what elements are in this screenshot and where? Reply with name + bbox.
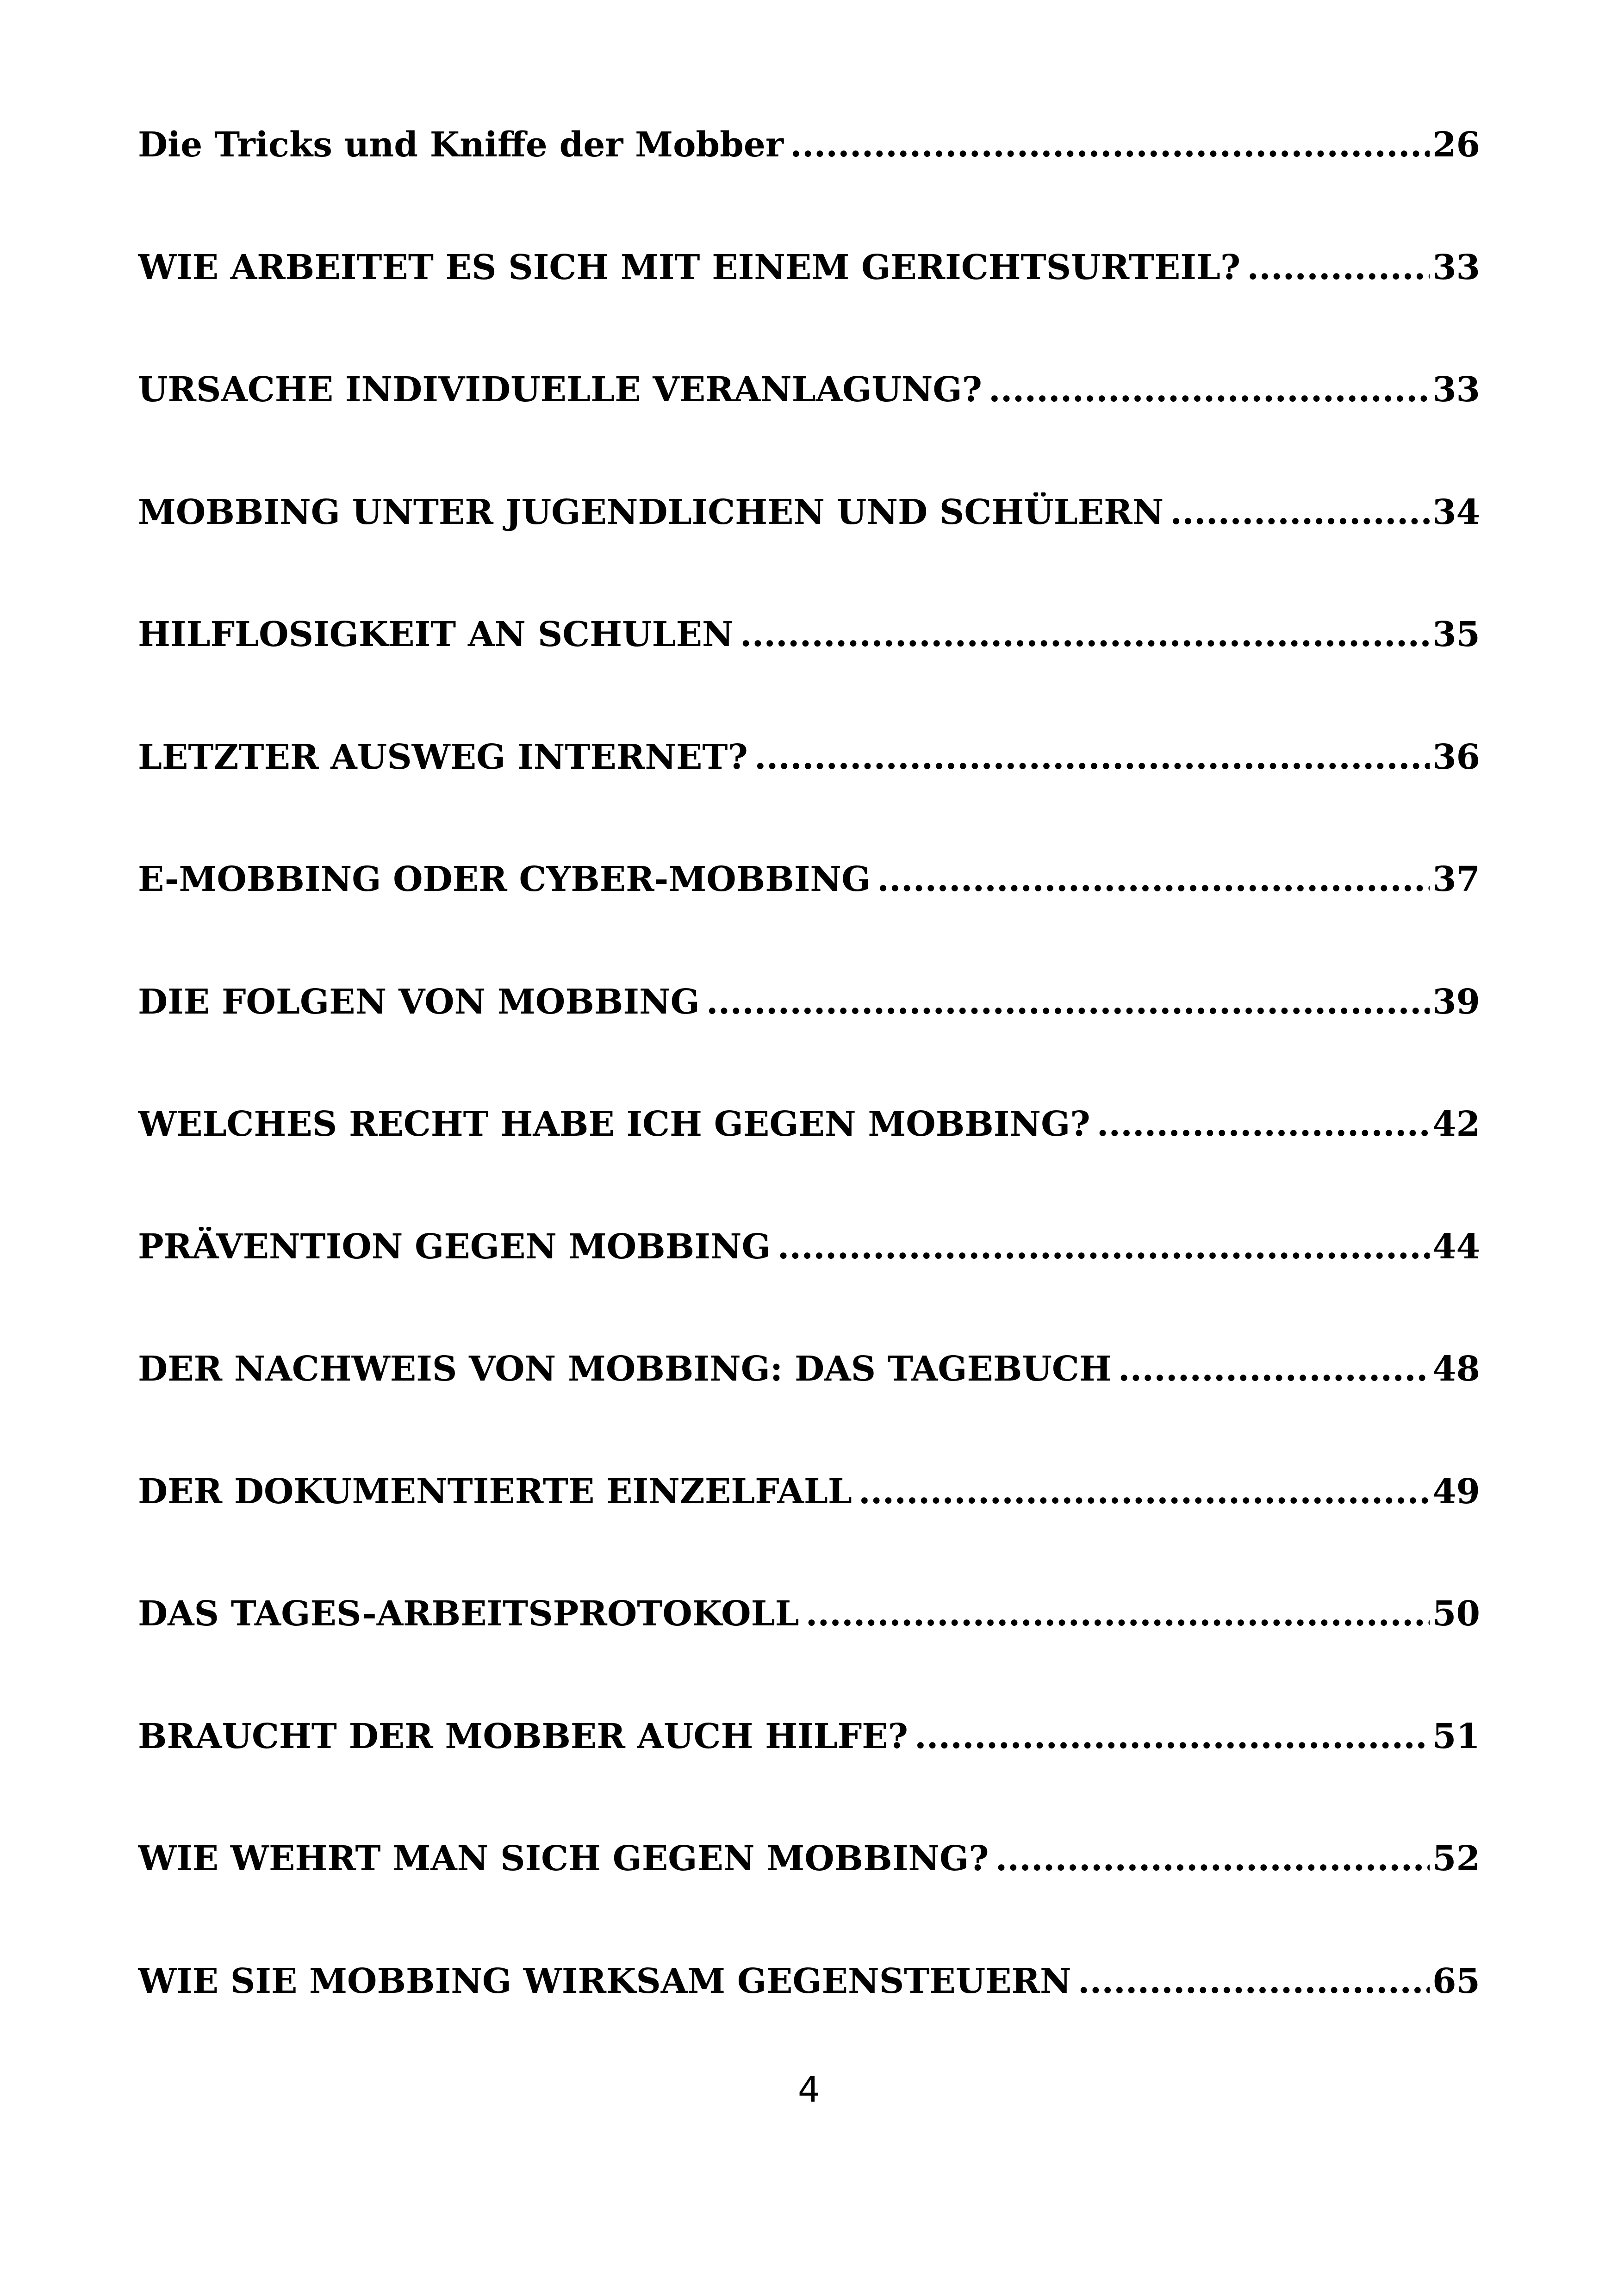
toc-entry-title: URSACHE INDIVIDUELLE VERANLAGUNG?	[138, 370, 983, 410]
toc-entry-title: WIE WEHRT MAN SICH GEGEN MOBBING?	[138, 1839, 989, 1879]
toc-entry	[138, 125, 1480, 248]
toc-entry-page: 33	[1432, 370, 1480, 410]
toc-entry	[138, 982, 1480, 1105]
toc-entry-page: 26	[1432, 125, 1480, 165]
toc-leader-dots	[859, 1472, 1430, 1512]
toc-entry-page: 48	[1432, 1349, 1480, 1389]
toc-entry-page: 36	[1432, 737, 1480, 777]
toc-leader-dots	[1170, 492, 1430, 532]
toc-leader-dots	[778, 1227, 1430, 1267]
toc-entry-title: WIE SIE MOBBING WIRKSAM GEGENSTEUERN	[138, 1961, 1071, 2001]
toc-entry-page: 34	[1432, 492, 1480, 532]
toc-entry	[138, 370, 1480, 492]
toc-entry-page: 37	[1432, 859, 1480, 899]
toc-entry	[138, 1349, 1480, 1472]
toc-leader-dots	[1078, 1961, 1430, 2001]
toc-entry-page: 42	[1432, 1104, 1480, 1144]
toc-entry-page: 35	[1432, 615, 1480, 654]
toc-entry-title: BRAUCHT DER MOBBER AUCH HILFE?	[138, 1716, 908, 1756]
toc-leader-dots	[877, 859, 1430, 899]
toc-leader-dots	[1118, 1349, 1430, 1389]
toc-entry-title: DAS TAGES-ARBEITSPROTOKOLL	[138, 1594, 799, 1634]
toc-entry-title: PRÄVENTION GEGEN MOBBING	[138, 1226, 771, 1267]
toc-entry-page: 50	[1432, 1594, 1480, 1634]
toc-entry-title: DER DOKUMENTIERTE EINZELFALL	[138, 1471, 852, 1512]
toc-entry	[138, 615, 1480, 737]
toc-leader-dots	[1097, 1104, 1430, 1144]
toc-entry-page: 39	[1432, 982, 1480, 1022]
toc-leader-dots	[790, 125, 1430, 165]
toc-leader-dots	[706, 982, 1430, 1022]
toc-entry-title: E-MOBBING ODER CYBER-MOBBING	[138, 859, 871, 899]
page-number: 4	[797, 2069, 821, 2110]
toc-entry	[138, 737, 1480, 860]
toc-leader-dots	[806, 1594, 1430, 1634]
toc-leader-dots	[989, 370, 1430, 410]
toc-entry	[138, 1717, 1480, 1839]
toc-entry-title: DIE FOLGEN VON MOBBING	[138, 982, 700, 1022]
toc-entry-title: WIE ARBEITET ES SICH MIT EINEM GERICHTSURTEIL?	[138, 247, 1241, 287]
toc-entry	[138, 1227, 1480, 1350]
toc-entry-title: HILFLOSIGKEIT AN SCHULEN	[138, 615, 734, 654]
toc-entry	[138, 1104, 1480, 1227]
table-of-contents	[138, 125, 1480, 2084]
toc-entry-title: MOBBING UNTER JUGENDLICHEN UND SCHÜLERN	[138, 492, 1164, 532]
toc-entry	[138, 248, 1480, 370]
toc-entry	[138, 1961, 1480, 2084]
toc-entry-title: LETZTER AUSWEG INTERNET?	[138, 737, 748, 777]
toc-leader-dots	[1247, 248, 1430, 287]
toc-entry-title: Die Tricks und Kniffe der Mobber	[138, 125, 784, 165]
toc-entry-page: 51	[1432, 1716, 1480, 1756]
toc-entry-page: 44	[1432, 1226, 1480, 1267]
toc-entry	[138, 1472, 1480, 1594]
toc-entry-title: DER NACHWEIS VON MOBBING: DAS TAGEBUCH	[138, 1349, 1112, 1389]
toc-entry	[138, 492, 1480, 615]
toc-entry-page: 52	[1432, 1839, 1480, 1879]
toc-leader-dots	[740, 615, 1430, 654]
toc-entry-page: 65	[1432, 1961, 1480, 2001]
toc-entry	[138, 1594, 1480, 1717]
toc-entry	[138, 859, 1480, 982]
toc-leader-dots	[754, 737, 1430, 777]
toc-entry-title: WELCHES RECHT HABE ICH GEGEN MOBBING?	[138, 1104, 1090, 1144]
toc-entry-page: 49	[1432, 1471, 1480, 1512]
toc-entry-page: 33	[1432, 247, 1480, 287]
toc-leader-dots	[915, 1717, 1430, 1756]
toc-entry	[138, 1839, 1480, 1961]
toc-leader-dots	[996, 1839, 1430, 1879]
